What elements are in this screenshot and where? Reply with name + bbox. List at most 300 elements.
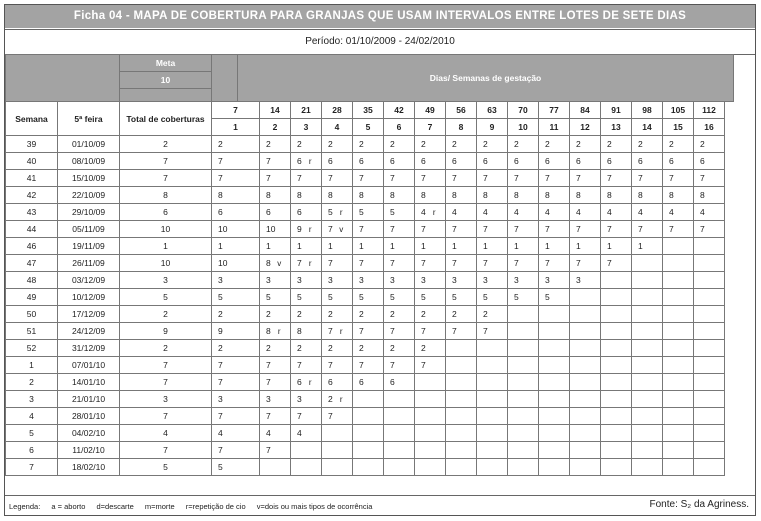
code-cell [517, 408, 539, 425]
value-cell: 2 [291, 340, 300, 357]
code-cell: r [300, 221, 322, 238]
value-cell: 8 [322, 187, 331, 204]
code-cell [672, 442, 694, 459]
table-row [6, 391, 734, 408]
value-cell: 2 [508, 136, 517, 153]
value-cell: 7 [415, 255, 424, 272]
value-cell: 7 [291, 255, 300, 272]
code-cell [486, 374, 508, 391]
code-cell [579, 323, 601, 340]
value-cell: 6 [291, 153, 300, 170]
code-cell [269, 425, 291, 442]
value-cell: 8 [260, 255, 269, 272]
code-cell [300, 136, 322, 153]
code-cell [269, 204, 291, 221]
value-cell: 7 [291, 170, 300, 187]
value-cell: 6 [384, 153, 393, 170]
value-cell: 4 [539, 204, 548, 221]
value-cell: 5 [353, 289, 362, 306]
value-cell: 7 [663, 221, 672, 238]
value-cell [632, 374, 641, 391]
code-cell [393, 306, 415, 323]
code-cell [579, 272, 601, 289]
value-cell: 1 [601, 238, 610, 255]
day-header: 56 [446, 102, 477, 119]
value-cell: 4 [694, 204, 703, 221]
value-cell: 8 [694, 187, 703, 204]
code-cell [424, 391, 446, 408]
code-cell [517, 340, 539, 357]
value-cell [570, 408, 579, 425]
value-cell: 7 [508, 221, 517, 238]
value-cell: 3 [353, 272, 362, 289]
code-cell [300, 340, 322, 357]
value-cell: 7 [384, 323, 393, 340]
code-cell [331, 170, 353, 187]
value-cell: 2 [446, 136, 455, 153]
value-cell [663, 323, 672, 340]
total-cell: 7 [120, 442, 212, 459]
value-cell [446, 357, 455, 374]
code-cell [362, 425, 384, 442]
value-cell: 7 [446, 255, 455, 272]
value-cell: 2 [415, 306, 424, 323]
value-cell: 7 [353, 170, 362, 187]
semana-cell: 4 [6, 408, 58, 425]
code-cell [703, 306, 725, 323]
value-cell: 7 [477, 323, 486, 340]
value-cell: 3 [508, 272, 517, 289]
value-cell [694, 442, 703, 459]
code-cell [517, 170, 539, 187]
date-cell: 29/10/09 [58, 204, 120, 221]
value-cell [322, 442, 331, 459]
code-cell [393, 391, 415, 408]
code-cell [548, 340, 570, 357]
value-cell [601, 374, 610, 391]
code-cell [362, 272, 384, 289]
code-cell [548, 357, 570, 374]
table-row [6, 153, 734, 170]
total-cell: 2 [120, 306, 212, 323]
code-cell [672, 340, 694, 357]
code-cell: r [331, 391, 353, 408]
value-cell [601, 289, 610, 306]
code-cell [424, 323, 446, 340]
date-cell: 11/02/10 [58, 442, 120, 459]
code-cell [362, 255, 384, 272]
code-cell [517, 357, 539, 374]
code-cell [331, 374, 353, 391]
value-cell [694, 238, 703, 255]
code-cell [548, 425, 570, 442]
week-header: 5 [353, 119, 384, 136]
value-cell: 4 [477, 204, 486, 221]
value-cell: 8 [212, 187, 260, 204]
value-cell: 3 [212, 391, 260, 408]
code-cell [548, 255, 570, 272]
code-cell [269, 340, 291, 357]
date-cell: 04/02/10 [58, 425, 120, 442]
code-cell [517, 442, 539, 459]
code-cell [517, 374, 539, 391]
value-cell: 7 [291, 408, 300, 425]
value-cell [663, 391, 672, 408]
code-cell [610, 425, 632, 442]
code-cell [703, 153, 725, 170]
value-cell: 8 [415, 187, 424, 204]
value-cell [632, 255, 641, 272]
semana-cell: 1 [6, 357, 58, 374]
value-cell [694, 459, 703, 476]
value-cell: 8 [508, 187, 517, 204]
value-cell: 5 [212, 289, 260, 306]
code-cell: r [424, 204, 446, 221]
total-cell: 7 [120, 170, 212, 187]
code-cell [331, 442, 353, 459]
code-cell [455, 238, 477, 255]
week-header: 11 [539, 119, 570, 136]
table-row [6, 187, 734, 204]
value-cell [601, 425, 610, 442]
date-cell: 26/11/09 [58, 255, 120, 272]
code-cell [300, 289, 322, 306]
value-cell: 2 [632, 136, 641, 153]
value-cell: 8 [260, 323, 269, 340]
code-cell [579, 442, 601, 459]
value-cell [539, 357, 548, 374]
code-cell [610, 136, 632, 153]
value-cell: 7 [477, 170, 486, 187]
value-cell: 7 [539, 221, 548, 238]
code-cell [393, 187, 415, 204]
value-cell [415, 425, 424, 442]
value-cell [353, 425, 362, 442]
code-cell [455, 459, 477, 476]
week-header: 16 [694, 119, 725, 136]
value-cell [663, 442, 672, 459]
code-cell [331, 187, 353, 204]
total-cell: 6 [120, 204, 212, 221]
week-header: 10 [508, 119, 539, 136]
code-cell [455, 272, 477, 289]
meta-value: 10 [120, 72, 212, 89]
value-cell: 8 [291, 187, 300, 204]
semana-cell: 43 [6, 204, 58, 221]
value-cell [601, 306, 610, 323]
code-cell [331, 136, 353, 153]
value-cell: 3 [539, 272, 548, 289]
value-cell: 3 [291, 272, 300, 289]
value-cell [694, 391, 703, 408]
code-cell [486, 425, 508, 442]
value-cell [477, 408, 486, 425]
code-cell [672, 136, 694, 153]
code-cell [424, 459, 446, 476]
code-cell [703, 340, 725, 357]
value-cell: 7 [322, 323, 331, 340]
code-cell [579, 255, 601, 272]
value-cell: 4 [663, 204, 672, 221]
table-row [6, 306, 734, 323]
code-cell [331, 459, 353, 476]
value-cell: 1 [539, 238, 548, 255]
total-cell: 10 [120, 221, 212, 238]
value-cell [570, 357, 579, 374]
value-cell: 2 [570, 136, 579, 153]
value-cell [694, 255, 703, 272]
value-cell [477, 391, 486, 408]
value-cell: 7 [322, 357, 331, 374]
semana-cell: 40 [6, 153, 58, 170]
code-cell [703, 323, 725, 340]
code-cell [455, 323, 477, 340]
legend-label: Legenda: [9, 502, 41, 511]
value-cell: 9 [291, 221, 300, 238]
value-cell [384, 408, 393, 425]
value-cell: 7 [260, 357, 269, 374]
value-cell [446, 340, 455, 357]
code-cell [517, 459, 539, 476]
days-row [6, 102, 734, 119]
code-cell [362, 306, 384, 323]
value-cell [601, 391, 610, 408]
value-cell [632, 425, 641, 442]
value-cell: 8 [632, 187, 641, 204]
value-cell: 7 [322, 170, 331, 187]
code-cell [548, 323, 570, 340]
value-cell: 7 [353, 357, 362, 374]
value-cell: 7 [694, 221, 703, 238]
value-cell: 6 [291, 204, 300, 221]
code-cell [703, 391, 725, 408]
value-cell: 1 [477, 238, 486, 255]
value-cell: 6 [322, 153, 331, 170]
week-header: 6 [384, 119, 415, 136]
code-cell [362, 221, 384, 238]
value-cell: 2 [322, 136, 331, 153]
value-cell: 7 [212, 442, 260, 459]
value-cell: 7 [601, 255, 610, 272]
value-cell [663, 272, 672, 289]
semana-cell: 5 [6, 425, 58, 442]
value-cell [601, 340, 610, 357]
code-cell [641, 204, 663, 221]
day-header: 35 [353, 102, 384, 119]
code-cell [641, 255, 663, 272]
code-cell [517, 204, 539, 221]
code-cell [703, 289, 725, 306]
value-cell: 6 [212, 204, 260, 221]
code-cell [393, 255, 415, 272]
value-cell [291, 459, 300, 476]
value-cell: 7 [353, 323, 362, 340]
value-cell [477, 442, 486, 459]
total-cell: 8 [120, 187, 212, 204]
value-cell: 7 [384, 221, 393, 238]
value-cell [508, 374, 517, 391]
code-cell [672, 289, 694, 306]
day-header: 42 [384, 102, 415, 119]
value-cell: 7 [384, 255, 393, 272]
value-cell: 7 [508, 255, 517, 272]
value-cell [663, 340, 672, 357]
value-cell [446, 408, 455, 425]
code-cell: r [331, 323, 353, 340]
period-label: Período: 01/10/2009 - 24/02/2010 [5, 29, 755, 55]
value-cell: 8 [260, 187, 269, 204]
code-cell [331, 272, 353, 289]
value-cell: 7 [353, 255, 362, 272]
code-cell [641, 340, 663, 357]
value-cell [632, 289, 641, 306]
code-cell [486, 306, 508, 323]
value-cell [508, 442, 517, 459]
code-cell [300, 272, 322, 289]
day-header: 21 [291, 102, 322, 119]
date-cell: 08/10/09 [58, 153, 120, 170]
value-cell: 2 [353, 340, 362, 357]
value-cell: 7 [384, 357, 393, 374]
value-cell: 8 [353, 187, 362, 204]
code-cell [548, 204, 570, 221]
code-cell [455, 170, 477, 187]
code-cell [300, 357, 322, 374]
value-cell [570, 289, 579, 306]
value-cell: 7 [539, 255, 548, 272]
value-cell [353, 408, 362, 425]
total-cell: 10 [120, 255, 212, 272]
value-cell [601, 272, 610, 289]
value-cell [663, 357, 672, 374]
value-cell [539, 408, 548, 425]
value-cell: 2 [477, 136, 486, 153]
week-header: 8 [446, 119, 477, 136]
value-cell [477, 425, 486, 442]
value-cell: 7 [260, 170, 269, 187]
code-cell [486, 289, 508, 306]
value-cell [260, 459, 269, 476]
code-cell [641, 306, 663, 323]
code-cell [424, 442, 446, 459]
value-cell: 4 [446, 204, 455, 221]
value-cell [694, 306, 703, 323]
value-cell: 7 [322, 255, 331, 272]
value-cell: 6 [384, 374, 393, 391]
total-cell: 7 [120, 408, 212, 425]
code-cell [641, 187, 663, 204]
value-cell: 5 [384, 289, 393, 306]
value-cell [353, 459, 362, 476]
code-cell [486, 238, 508, 255]
value-cell: 6 [353, 374, 362, 391]
semana-cell: 2 [6, 374, 58, 391]
value-cell: 2 [477, 306, 486, 323]
total-cell: 2 [120, 136, 212, 153]
value-cell: 2 [694, 136, 703, 153]
date-cell: 31/12/09 [58, 340, 120, 357]
code-cell [548, 221, 570, 238]
code-cell [486, 255, 508, 272]
value-cell [539, 374, 548, 391]
code-cell [486, 442, 508, 459]
code-cell [641, 374, 663, 391]
code-cell [610, 459, 632, 476]
value-cell: 1 [632, 238, 641, 255]
value-cell: 6 [353, 153, 362, 170]
value-cell: 2 [353, 306, 362, 323]
value-cell: 4 [415, 204, 424, 221]
code-cell [486, 272, 508, 289]
value-cell: 1 [570, 238, 579, 255]
code-cell [517, 272, 539, 289]
code-cell [641, 357, 663, 374]
value-cell [384, 391, 393, 408]
legend-item: r=repetição de cio [185, 502, 246, 511]
code-cell [269, 442, 291, 459]
value-cell: 7 [260, 442, 269, 459]
code-cell [269, 391, 291, 408]
week-header: 13 [601, 119, 632, 136]
code-cell [331, 425, 353, 442]
value-cell: 4 [508, 204, 517, 221]
day-header: 70 [508, 102, 539, 119]
code-cell [672, 153, 694, 170]
code-cell [548, 374, 570, 391]
code-cell: r [331, 204, 353, 221]
code-cell [517, 187, 539, 204]
semana-cell: 42 [6, 187, 58, 204]
code-cell [300, 323, 322, 340]
week-header: 14 [632, 119, 663, 136]
value-cell: 6 [632, 153, 641, 170]
value-cell: 7 [570, 170, 579, 187]
code-cell [703, 204, 725, 221]
code-cell [486, 323, 508, 340]
day-header: 63 [477, 102, 508, 119]
code-cell [641, 391, 663, 408]
code-cell [641, 289, 663, 306]
code-cell [641, 408, 663, 425]
code-cell [703, 136, 725, 153]
code-cell [300, 459, 322, 476]
code-cell [548, 238, 570, 255]
code-cell [672, 374, 694, 391]
value-cell: 3 [446, 272, 455, 289]
code-cell [672, 391, 694, 408]
table-row [6, 289, 734, 306]
value-cell: 1 [212, 238, 260, 255]
code-cell [486, 187, 508, 204]
value-cell: 5 [212, 459, 260, 476]
semana-cell: 50 [6, 306, 58, 323]
code-cell [486, 408, 508, 425]
code-cell [424, 255, 446, 272]
code-cell [548, 459, 570, 476]
code-cell [331, 153, 353, 170]
semana-cell: 48 [6, 272, 58, 289]
value-cell: 8 [539, 187, 548, 204]
code-cell [486, 357, 508, 374]
code-cell [548, 408, 570, 425]
code-cell [641, 136, 663, 153]
semana-cell: 44 [6, 221, 58, 238]
code-cell [672, 408, 694, 425]
coverage-table [5, 54, 734, 476]
value-cell: 1 [291, 238, 300, 255]
value-cell [508, 408, 517, 425]
code-cell: r [300, 374, 322, 391]
